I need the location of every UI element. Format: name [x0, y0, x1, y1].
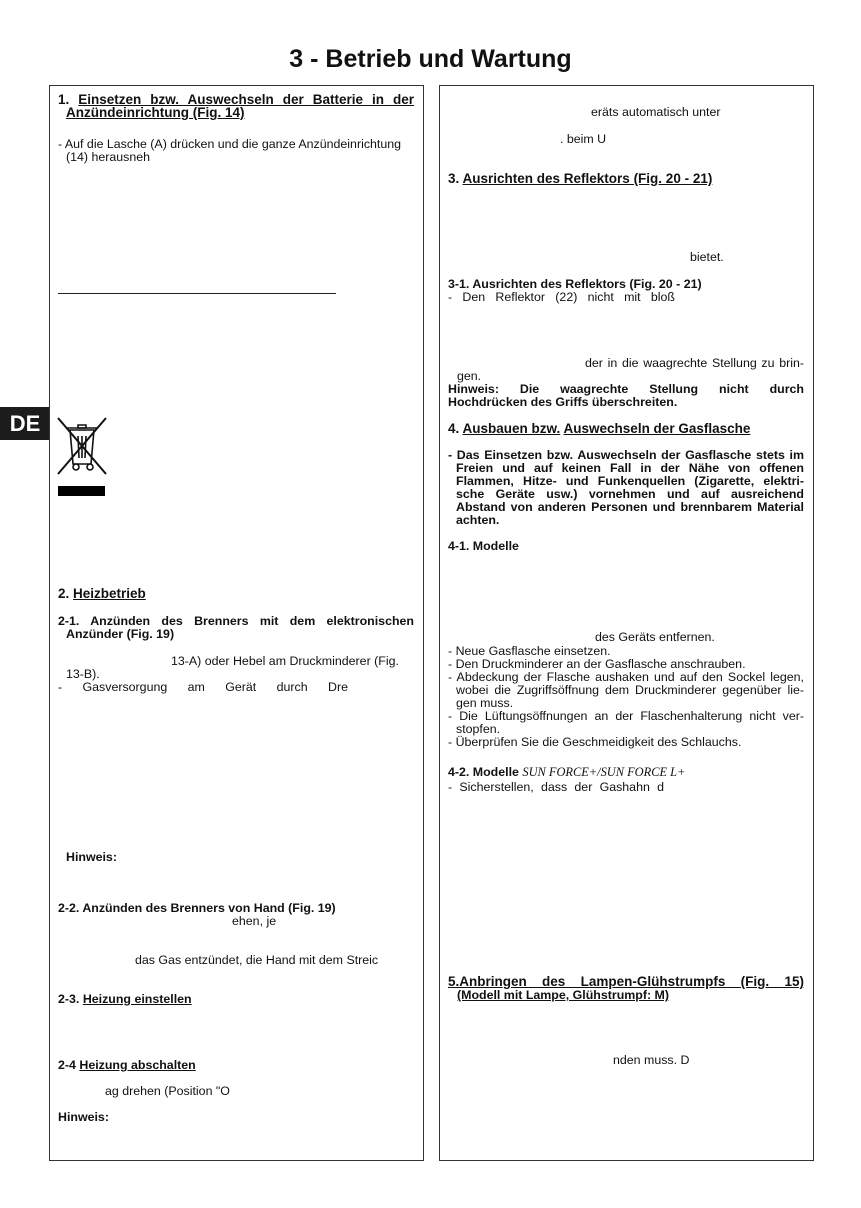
section-4-2-heading: 4-2. Modelle SUN FORCE+/SUN FORCE L+ [448, 765, 686, 779]
section-4-warning-l5: Abstand von anderen Personen und brennbarem Material [456, 500, 804, 514]
left-column [49, 85, 424, 1161]
language-tab: DE [0, 407, 50, 440]
weee-underline-bar [58, 486, 105, 496]
crossed-out-bin-icon [54, 416, 110, 476]
list-item-line3: gen muss. [456, 696, 514, 710]
section-1-text-line2: (14) herausneh [66, 150, 151, 164]
top-text-2: . beim U [560, 132, 607, 146]
section-4-warning: - Das Einsetzen bzw. Auswechseln der Gasflasche stets im [448, 448, 804, 462]
section-3-1-text-2-line2: gen. [457, 369, 482, 383]
section-4-heading: 4. Ausbauen bzw. Auswechseln der Gasflasche [448, 421, 751, 436]
section-1-text: - Auf die Lasche (A) drücken und die ganze Anzündeinrichtung [58, 137, 402, 151]
separator-line [58, 293, 336, 294]
section-3-1-text-2: der in die waagrechte Stellung zu brin- [585, 356, 804, 370]
section-2-4-text: ag drehen (Position "O [105, 1084, 230, 1098]
section-5-heading: 5.Anbringen des Lampen-Glühstrumpfs (Fig. 15) [448, 974, 804, 989]
section-4-warning-l4: sche Geräte usw.) vornehmen und auf ausreichend [456, 487, 804, 501]
list-item-line2: wobei die Zugriffsöffnung dem Druckminderer gegenüber lie- [456, 683, 804, 697]
list-item: - Abdeckung der Flasche aushaken und auf den Sockel legen, [448, 670, 804, 684]
section-2-1-text-line2: 13-B). [66, 667, 100, 681]
list-item-line2: stopfen. [456, 722, 501, 736]
section-4-1-text: des Geräts entfernen. [595, 630, 715, 644]
section-4-1-heading: 4-1. Modelle [448, 539, 519, 553]
section-4-warning-l6: achten. [456, 513, 500, 527]
section-2-1-text: 13-A) oder Hebel am Druckminderer (Fig. [171, 654, 399, 668]
model-names: SUN FORCE+/SUN FORCE L+ [522, 765, 686, 779]
section-2-1-heading: 2-1. Anzünden des Brenners mit dem elektronischen [58, 614, 414, 628]
list-item: - Die Lüftungsöffnungen an der Flaschenhalterung nicht ver- [448, 709, 804, 723]
top-text: eräts automatisch unter [591, 105, 721, 119]
section-2-heading: 2. Heizbetrieb [58, 586, 146, 601]
section-3-1-hint-line2: Hochdrücken des Griffs überschreiten. [448, 395, 678, 409]
page-title: 3 - Betrieb und Wartung [289, 45, 572, 73]
section-2-1-hint: Hinweis: [66, 850, 117, 864]
section-5-subheading: (Modell mit Lampe, Glühstrumpf: M) [457, 988, 670, 1002]
section-1-heading: 1. Einsetzen bzw. Auswechseln der Batterie in der [58, 92, 414, 107]
section-2-2-text-2: das Gas entzündet, die Hand mit dem Streic [135, 953, 379, 967]
section-2-2-text: ehen, je [232, 914, 277, 928]
section-3-1-heading: 3-1. Ausrichten des Reflektors (Fig. 20 - 21) [448, 277, 702, 291]
section-4-2-text: - Sicherstellen, dass der Gashahn d [448, 780, 664, 794]
section-2-3-heading: 2-3. Heizung einstellen [58, 992, 192, 1006]
section-2-4-hint: Hinweis: [58, 1110, 109, 1124]
section-2-4-heading: 2-4 Heizung abschalten [58, 1058, 196, 1072]
section-3-heading: 3. Ausrichten des Reflektors (Fig. 20 - 21) [448, 171, 713, 186]
section-3-text: bietet. [690, 250, 724, 264]
section-4-warning-l3: Flammen, Hitze- und Funkenquellen (Zigarette, elektri- [456, 474, 804, 488]
right-column [439, 85, 814, 1161]
section-2-1-gas-text: - Gasversorgung am Gerät durch Dre [58, 680, 348, 694]
section-4-warning-l2: Freien und auf keinen Fall in der Nähe von offenen [456, 461, 804, 475]
section-2-2-heading: 2-2. Anzünden des Brenners von Hand (Fig. 19) [58, 901, 336, 915]
list-item: - Den Druckminderer an der Gasflasche anschrauben. [448, 657, 746, 671]
section-5-text: nden muss. D [613, 1053, 690, 1067]
list-item: - Überprüfen Sie die Geschmeidigkeit des Schlauchs. [448, 735, 742, 749]
list-item: - Neue Gasflasche einsetzen. [448, 644, 611, 658]
section-1-heading-line2: Anzündeinrichtung (Fig. 14) [66, 105, 245, 120]
section-3-1-hint: Hinweis: Die waagrechte Stellung nicht durch [448, 382, 804, 396]
section-3-1-text: - Den Reflektor (22) nicht mit bloß [448, 290, 675, 304]
section-2-1-heading-line2: Anzünder (Fig. 19) [66, 627, 175, 641]
